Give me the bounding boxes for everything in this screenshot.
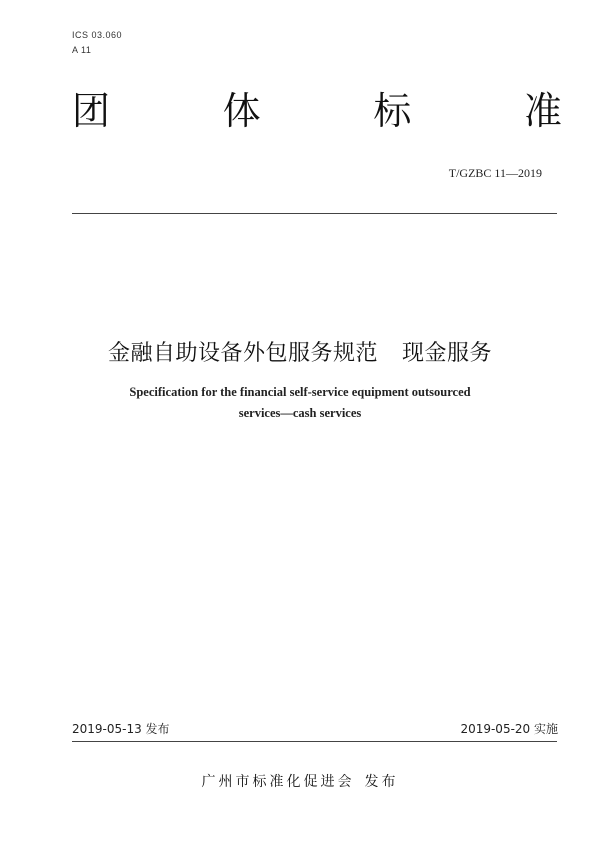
standard-code: T/GZBC 11—2019 [448, 166, 542, 180]
issuer-name: 广州市标准化促进会 [201, 774, 355, 790]
standard-type-heading [72, 88, 562, 134]
chinese-title [0, 336, 600, 367]
heading-char-1: 团 [72, 89, 111, 133]
publish-date: 2019-05-13 发布 [72, 722, 170, 736]
issuer-action: 发布 [364, 774, 399, 790]
issuer-line [0, 771, 600, 791]
chinese-title-sub: 现金服务 [402, 341, 493, 366]
english-title-line-2: services—cash services [238, 406, 362, 420]
english-title-line-1: Specification for the financial self-service equipment outsourced [129, 385, 471, 399]
english-title [0, 382, 600, 424]
classification-code: A 11 [72, 45, 92, 55]
chinese-title-main: 金融自助设备外包服务规范 [107, 341, 378, 366]
heading-char-2: 体 [222, 89, 261, 133]
heading-char-4: 准 [523, 89, 562, 133]
top-divider [72, 213, 557, 214]
heading-char-3: 标 [373, 89, 412, 133]
implement-date: 2019-05-20 实施 [460, 722, 558, 736]
bottom-divider [72, 741, 557, 742]
ics-code: ICS 03.060 [72, 30, 123, 40]
